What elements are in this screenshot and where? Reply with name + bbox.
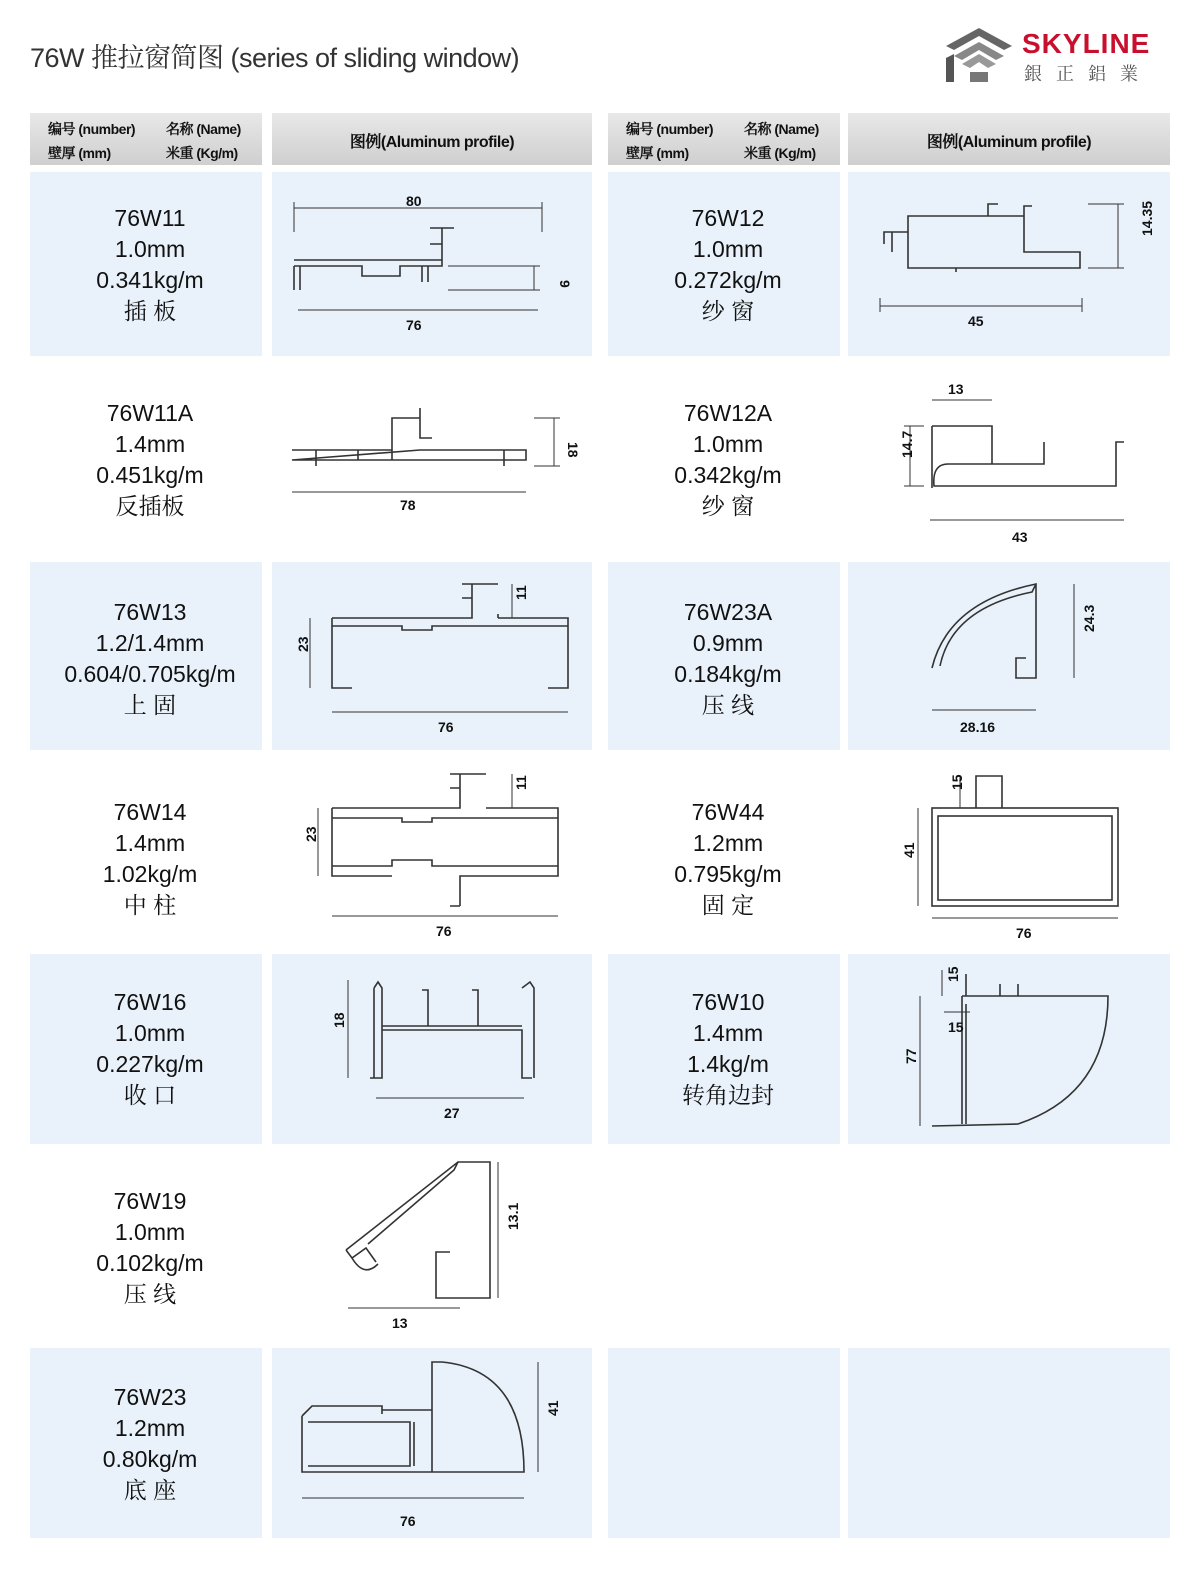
profile-weight: 0.102kg/m xyxy=(96,1250,204,1276)
profile-weight: 0.184kg/m xyxy=(674,661,782,687)
profile-code: 76W16 xyxy=(113,989,187,1015)
dimension-label: 78 xyxy=(400,497,416,513)
profile-drawing-76w12 xyxy=(848,172,1170,356)
profile-code: 76W23A xyxy=(683,599,773,625)
dimension-label: 11 xyxy=(513,585,529,600)
profile-weight: 0.272kg/m xyxy=(674,267,782,293)
profile-weight: 0.451kg/m xyxy=(96,462,204,488)
profile-thickness: 1.2mm xyxy=(692,830,764,856)
profile-code: 76W12A xyxy=(683,400,773,426)
profile-code: 76W11A xyxy=(106,400,194,426)
dimension-label: 76 xyxy=(436,923,452,939)
header-figure-label: 图例(Aluminum profile) xyxy=(926,134,1092,151)
dimension-label: 27 xyxy=(444,1105,460,1121)
dimension-label: 41 xyxy=(901,842,917,858)
profile-weight: 0.604/0.705kg/m xyxy=(64,661,236,687)
profile-name: 纱 窗 xyxy=(701,298,755,324)
profile-drawing-76w13 xyxy=(272,562,592,750)
dimension-label: 80 xyxy=(406,193,422,209)
profile-weight: 0.342kg/m xyxy=(674,462,782,488)
profile-name: 收 口 xyxy=(123,1082,177,1108)
dimension-label: 11 xyxy=(513,775,529,790)
profile-code: 76W19 xyxy=(113,1188,187,1214)
dimension-label: 76 xyxy=(406,317,422,333)
header-number-label: 编号 (number) xyxy=(626,121,714,137)
profile-code: 76W12 xyxy=(691,205,765,231)
header-figure-right xyxy=(848,113,1170,165)
profile-drawing-76w19 xyxy=(272,1152,592,1342)
profile-info-76w19 xyxy=(30,1186,270,1310)
profile-info-76w10 xyxy=(608,987,848,1111)
profile-thickness: 1.0mm xyxy=(114,1219,186,1245)
profile-weight: 0.80kg/m xyxy=(102,1446,198,1472)
profile-info-76w11 xyxy=(30,203,270,327)
profile-thickness: 1.4mm xyxy=(692,1020,764,1046)
profile-drawing-76w23a xyxy=(848,562,1170,750)
dimension-label: 14.35 xyxy=(1139,200,1155,236)
dimension-label: 18 xyxy=(331,1012,347,1028)
dimension-label: 18 xyxy=(565,442,581,458)
profile-code: 76W13 xyxy=(113,599,187,625)
dimension-label: 13 xyxy=(392,1315,408,1331)
profile-name: 中 柱 xyxy=(123,892,177,918)
dimension-label: 14.7 xyxy=(899,430,915,458)
dimension-label: 9 xyxy=(557,280,573,288)
dimension-label: 76 xyxy=(1016,925,1032,941)
dimension-label: 77 xyxy=(903,1048,919,1064)
dimension-label: 45 xyxy=(968,313,984,329)
dimension-label: 15 xyxy=(948,1019,964,1035)
row-7-figure-bg xyxy=(848,1348,1170,1538)
profile-weight: 0.795kg/m xyxy=(674,861,782,887)
profile-thickness: 0.9mm xyxy=(692,630,764,656)
dimension-label: 41 xyxy=(545,1400,561,1416)
profile-info-76w11a xyxy=(30,398,270,522)
brand-subtitle: 銀正鋁業 xyxy=(1024,64,1152,85)
page-title: 76W 推拉窗简图 (series of sliding window) xyxy=(30,43,520,73)
dimension-label: 23 xyxy=(303,826,319,842)
dimension-label: 76 xyxy=(438,719,454,735)
profile-name: 底 座 xyxy=(123,1477,177,1503)
header-info-left xyxy=(30,113,262,165)
header-thickness-label: 壁厚 (mm) xyxy=(48,145,111,161)
profile-thickness: 1.2mm xyxy=(114,1415,186,1441)
profile-info-76w12a xyxy=(608,398,848,522)
profile-info-76w23 xyxy=(30,1382,270,1506)
profile-info-76w13 xyxy=(30,597,270,721)
profile-code: 76W14 xyxy=(113,799,187,825)
brand-logo xyxy=(944,24,1164,86)
profile-name: 压 线 xyxy=(701,692,755,718)
profile-drawing-76w16 xyxy=(272,954,592,1144)
dimension-label: 13.1 xyxy=(505,1202,521,1230)
profile-name: 反插板 xyxy=(115,493,185,519)
header-name-label: 名称 (Name) xyxy=(744,121,819,137)
dimension-label: 15 xyxy=(945,966,961,982)
profile-thickness: 1.0mm xyxy=(692,236,764,262)
profile-drawing-76w44 xyxy=(848,760,1170,948)
profile-info-76w14 xyxy=(30,797,270,921)
profile-thickness: 1.0mm xyxy=(114,236,186,262)
profile-thickness: 1.2/1.4mm xyxy=(95,630,205,656)
profile-code: 76W44 xyxy=(691,799,765,825)
profile-name: 压 线 xyxy=(123,1281,177,1307)
skyline-logo-icon xyxy=(944,24,1014,86)
profile-drawing-76w12a xyxy=(848,366,1170,556)
header-weight-label: 米重 (Kg/m) xyxy=(166,145,238,161)
profile-code: 76W23 xyxy=(113,1384,187,1410)
profile-thickness: 1.4mm xyxy=(114,830,186,856)
dimension-label: 43 xyxy=(1012,529,1028,545)
dimension-label: 76 xyxy=(400,1513,416,1529)
header-thickness-label: 壁厚 (mm) xyxy=(626,145,689,161)
profile-info-76w12 xyxy=(608,203,848,327)
header-info-right xyxy=(608,113,840,165)
profile-info-76w16 xyxy=(30,987,270,1111)
profile-weight: 0.227kg/m xyxy=(96,1051,204,1077)
profile-weight: 0.341kg/m xyxy=(96,267,204,293)
header-number-label: 编号 (number) xyxy=(48,121,136,137)
profile-thickness: 1.0mm xyxy=(692,431,764,457)
profile-name: 上 固 xyxy=(123,692,177,718)
dimension-label: 13 xyxy=(948,381,964,397)
brand-name: SKYLINE xyxy=(1022,28,1151,59)
profile-name: 插 板 xyxy=(123,298,177,324)
profile-info-76w44 xyxy=(608,797,848,921)
header-figure-label: 图例(Aluminum profile) xyxy=(349,134,515,151)
header-name-label: 名称 (Name) xyxy=(166,121,241,137)
profile-name: 纱 窗 xyxy=(701,493,755,519)
profile-code: 76W10 xyxy=(691,989,765,1015)
profile-info-76w23a xyxy=(608,597,848,721)
profile-weight: 1.4kg/m xyxy=(687,1051,769,1077)
profile-drawing-76w23 xyxy=(272,1348,592,1538)
profile-name: 固 定 xyxy=(701,892,755,918)
dimension-label: 28.16 xyxy=(960,719,996,735)
dimension-label: 23 xyxy=(295,636,311,652)
profile-drawing-76w14 xyxy=(272,760,592,948)
profile-weight: 1.02kg/m xyxy=(102,861,198,887)
profile-name: 转角边封 xyxy=(682,1082,774,1108)
profile-drawing-76w11a xyxy=(272,366,592,556)
profile-code: 76W11 xyxy=(114,205,186,231)
dimension-label: 24.3 xyxy=(1081,604,1097,632)
header-weight-label: 米重 (Kg/m) xyxy=(744,145,816,161)
dimension-label: 15 xyxy=(949,774,965,790)
row-7-info-bg xyxy=(608,1348,840,1538)
profile-drawing-76w10 xyxy=(848,954,1170,1144)
profile-thickness: 1.4mm xyxy=(114,431,186,457)
profile-thickness: 1.0mm xyxy=(114,1020,186,1046)
profile-drawing-76w11 xyxy=(272,172,592,356)
header-figure-left xyxy=(272,113,592,165)
